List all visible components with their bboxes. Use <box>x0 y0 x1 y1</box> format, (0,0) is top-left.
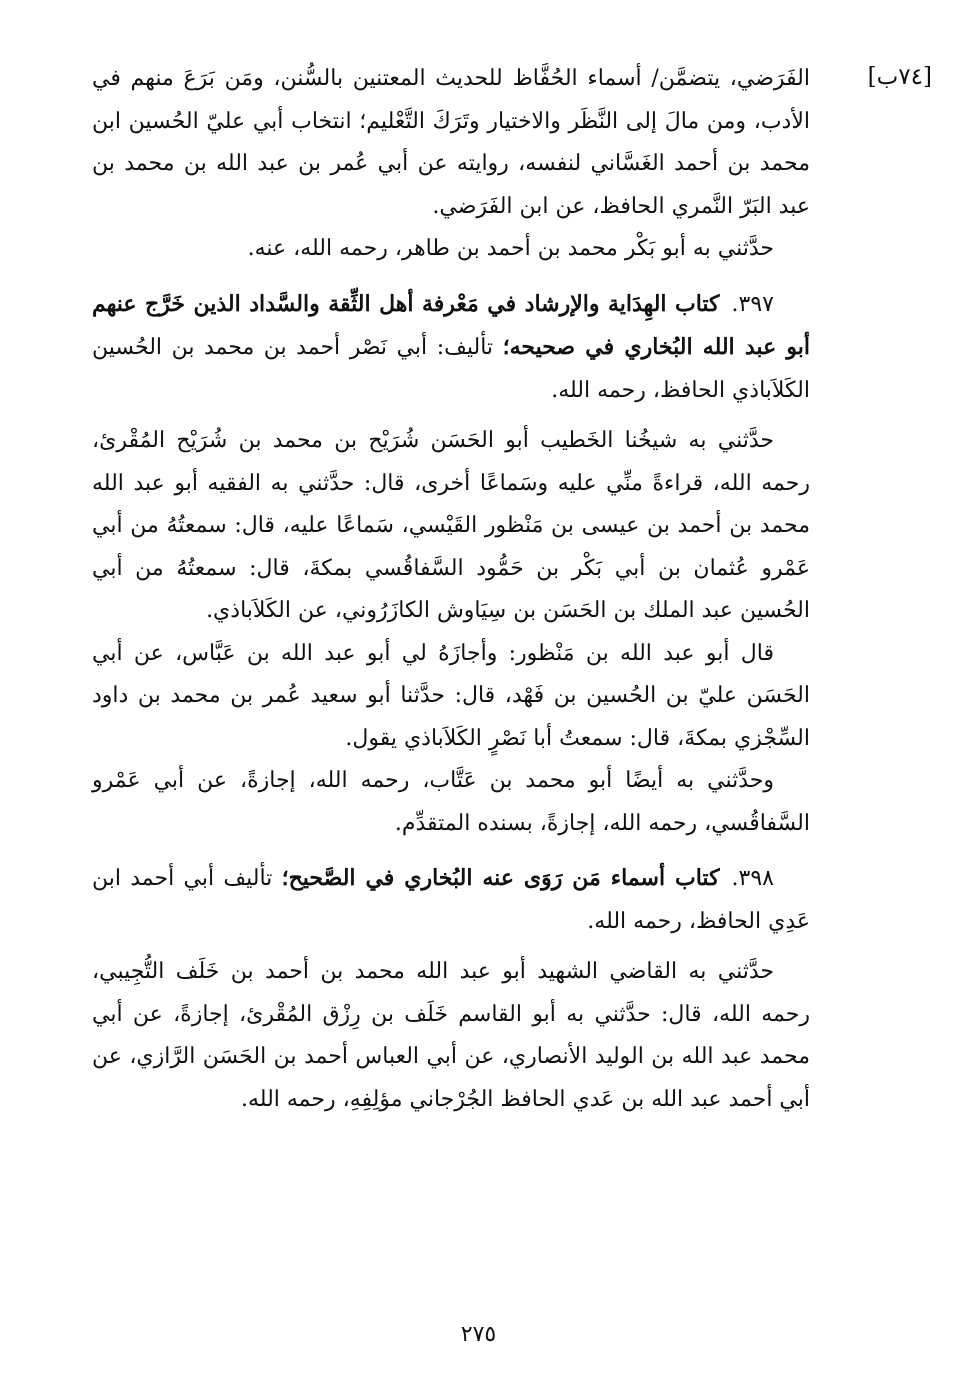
paragraph-continuation: الفَرَضي، يتضمَّن/ أسماء الحُفَّاظ للحديث المعتنين بالسُّنن، ومَن بَرَعَ منهم في الأدب، ومن مالَ إلى النَّظَر والاختيار وتَرَكَ التَّعْليم؛ انتخاب أبي عليّ الحُسين ابن محمد بن أحمد الغَسَّاني لنفسه، روايته عن أبي عُمر بن عبد الله بن محمد بن عبد البَرّ النَّمري الحافظ، عن ابن الفَرَضي. <box>92 66 810 219</box>
paragraph-transmission: حدَّثني به شيخُنا الخَطيب أبو الحَسَن شُرَيْح بن محمد بن شُرَيْح المُقْرئ، رحمه الله، قراءةً منِّي عليه وسَماعًا أخرى، قال: حدَّثني به الفقيه أبو عبد الله محمد بن أحمد بن عيسى بن مَنْظور القَيْسي، سَماعًا عليه، قال: سمعتُهُ من أبي عَمْرو عُثمان بن أبي بَكْر بن حَمُّود السَّفاقُسي بمكةَ، قال: سمعتُهُ من أبي الحُسين عبد الملك بن الحَسَن بن سِيَاوش الكازَرُوني، عن الكَلاَباذي. <box>92 428 810 623</box>
paragraph-transmission: وحدَّثني به أيضًا أبو محمد بن عَتَّاب، رحمه الله، إجازةً، عن أبي عَمْرو السَّفاقُسي، رحمه الله، إجازةً، بسنده المتقدِّم. <box>92 768 810 836</box>
paragraph-transmission: حدَّثني به أبو بَكْر محمد بن أحمد بن طاهر، رحمه الله، عنه. <box>247 236 774 261</box>
entry-author: تأليف أبي أحمد ابن عَدِي الحافظ، رحمه الله. <box>92 866 810 934</box>
entry-author: تأليف: أبي نَصْر أحمد بن محمد بن الحُسين الكَلاَباذي الحافظ، رحمه الله. <box>92 335 810 403</box>
entry-number: ٣٩٨. <box>731 866 774 891</box>
manuscript-folio-marker: [٧٤ب] <box>867 64 932 90</box>
page-number: ٢٧٥ <box>460 1322 497 1347</box>
paragraph-transmission: قال أبو عبد الله بن مَنْظور: وأجازَهُ لي أبو عبد الله بن عَبَّاس، عن أبي الحَسَن عليّ بن الحُسين بن فَهْد، قال: حدَّثنا أبو سعيد عُمر بن محمد بن داود السِّجْزي بمكةَ، قال: سمعتُ أبا نَصْرٍ الكَلاَباذي يقول. <box>92 640 810 751</box>
entry-398 <box>92 857 810 943</box>
paragraph-transmission: حدَّثني به القاضي الشهيد أبو عبد الله محمد بن أحمد بن خَلَف التُّجِيبي، رحمه الله، قال: حدَّثني به أبو القاسم خَلَف بن رِزْق المُقْرئ، إجازةً، عن أبي محمد عبد الله بن الوليد الأنصاري، عن أبي العباس أحمد بن الحَسَن الرَّازي، عن أبي أحمد عبد الله بن عَدي الحافظ الجُرْجاني مؤلِفِهِ، رحمه الله. <box>92 959 810 1112</box>
body-text <box>92 58 810 1121</box>
entry-title: كتاب الهِدَاية والإرشاد في مَعْرفة أهل الثِّقة والسَّداد الذين خَرَّج عنهم أبو عبد الله البُخاري في صحيحه؛ <box>92 290 810 360</box>
entry-title: كتاب أسماء مَن رَوَى عنه البُخاري في الصَّحيح؛ <box>281 865 720 891</box>
entry-number: ٣٩٧. <box>731 291 774 317</box>
entry-397 <box>92 283 810 413</box>
